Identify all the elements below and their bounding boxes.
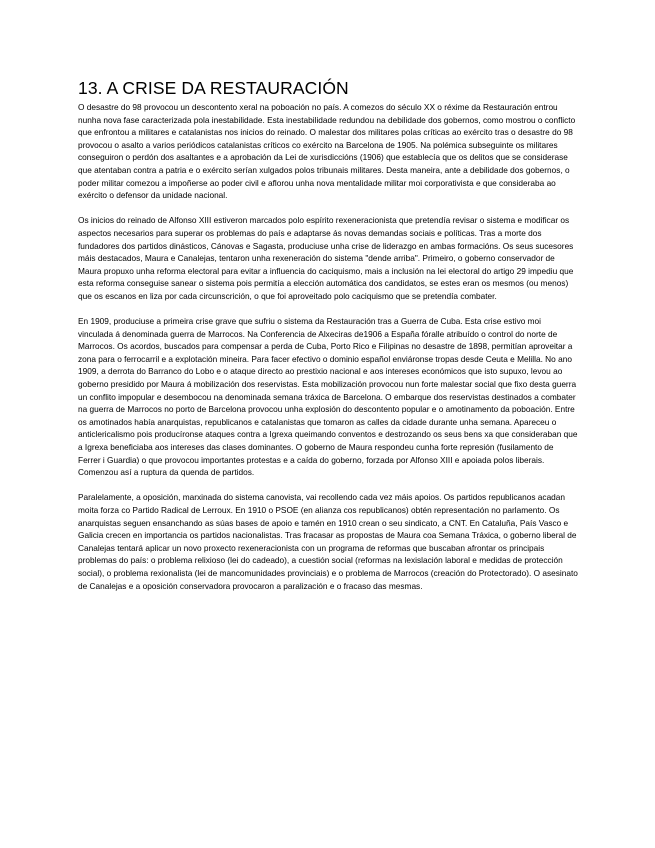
document-title: 13. A CRISE DA RESTAURACIÓN (78, 78, 349, 98)
paragraph-1: O desastre do 98 provocou un descontento xeral na poboación no país. A comezos do século XX o réxime da Restauración entrou nunha nova fase caracterizada pola inestabilidade. Esta inestabilidade redundou na debilidade dos gobernos, como mostrou o conflicto que enfrontou a militares e catalanistas nos inicios do reinado. O malestar dos militares polas críticas ao exército tras o desastre do 98 provocou o asalto a varios periódicos catalanistas críticos co exército na Barcelona de 1905. Na polémica subseguinte os militares conseguiron o perdón dos asaltantes e a aprobación da Lei de xurisdiccións (1906) que establecía que os delitos que se considerase que atentaban contra a patria e o exército serían xulgados polos tribunais militares. Desta maneira, ante a debilidade dos gobernos, o poder militar comezou a impoñerse ao poder civil e aflorou unha nova mentalidade militar moi corporativista e que consideraba ao exército o defensor da unidade nacional. (78, 102, 576, 201)
paragraph-4: Paralelamente, a oposición, marxinada do sistema canovista, vai recollendo cada vez máis apoios. Os partidos republicanos acadan moita forza co Partido Radical de Lerroux. En 1910 o PSOE (en alianza cos republicanos) obtén representación no parlamento. Os anarquistas seguen ensanchando as súas bases de apoio e tamén en 1910 crean o seu sindicato, a CNT. En Cataluña, País Vasco e Galicia crecen en importancia os partidos nacionalistas. Tras fracasar as propostas de Maura coa Semana Tráxica, o goberno liberal de Canalejas tentará aplicar un novo proxecto rexeneracionista con un programa de reformas que buscaban afrontar os principais problemas do país: o problema relixioso (lei do cadeado), a cuestión social (reformas na lexislación laboral e medidas de protección social), o problema rexionalista (lei de mancomunidades provinciais) e o problema de Marrocos (creación do Protectorado). O asesinato de Canalejas e a oposición conservadora provocaron a paralización e o fracaso das mesmas. (78, 492, 578, 591)
document-page (78, 78, 578, 605)
paragraph-3: En 1909, produciuse a primeira crise grave que sufriu o sistema da Restauración tras a Guerra de Cuba. Esta crise estivo moi vinculada á denominada guerra de Marrocos. Na Conferencia de Alxeciras de1906 a España fóralle atribuído o control do norte de Marrocos. Os acordos, buscados para compensar a perda de Cuba, Porto Rico e Filipinas no desastre de 1898, permitían aproveitar a zona para o ferrocarril e a explotación mineira. Para facer efectivo o dominio español enviáronse tropas desde Ceuta e Melilla. No ano 1909, a derrota do Barranco do Lobo e o ataque directo ao prestixio nacional e aos intereses económicos que isto supuxo, levou ao goberno presidido por Maura á mobilización dos reservistas. Esta mobilización provocou nun forte malestar social que fixo desta guerra un conflito impopular e desembocou na denominada semana tráxica de Barcelona. O embarque dos reservistas destinados a combater na guerra de Marrocos no porto de Barcelona provocou unha explosión do descontento popular e o amotinamento da poboación. Entre os amotinados había anarquistas, republicanos e catalanistas que tomaron as calles da cidade durante unha semana. Apareceu o anticlericalismo pois producíronse ataques contra a Igrexa queimando conventos e destrozando os seus bens xa que consideraban que a Igrexa beneficiaba aos intereses das clases dominantes. O goberno de Maura respondeu cunha forte represión (fusilamento de Ferrer i Guardia) o que provocou importantes protestas e a caída do goberno, forzada por Alfonso XIII e apoiada polos liberais. Comenzou así a ruptura da quenda de partidos. (78, 316, 578, 478)
paragraph-2: Os inicios do reinado de Alfonso XIII estiveron marcados polo espírito rexeneracionista que pretendía revisar o sistema e modificar os aspectos necesarios para superar os problemas do país e adaptarse ás novas demandas sociais e políticas. Tras a morte dos fundadores dos partidos dinásticos, Cánovas e Sagasta, produciuse unha crise de liderazgo en ambas formacións. Os seus sucesores máis destacados, Maura e Canalejas, tentaron unha rexeneración do sistema "dende arriba". Primeiro, o goberno conservador de Maura propuxo unha reforma electoral para evitar a influencia do caciquismo, mais a inclusión na lei electoral do artigo 29 impediu que esta reforma conseguise sanear o sistema pois permitía a elección automática dos candidatos, se estes eran os mesmos (ou menos) que os escanos en liza por cada circunscrición, o que foi aproveitado polo caciquismo que se pretendía combater. (78, 215, 574, 301)
